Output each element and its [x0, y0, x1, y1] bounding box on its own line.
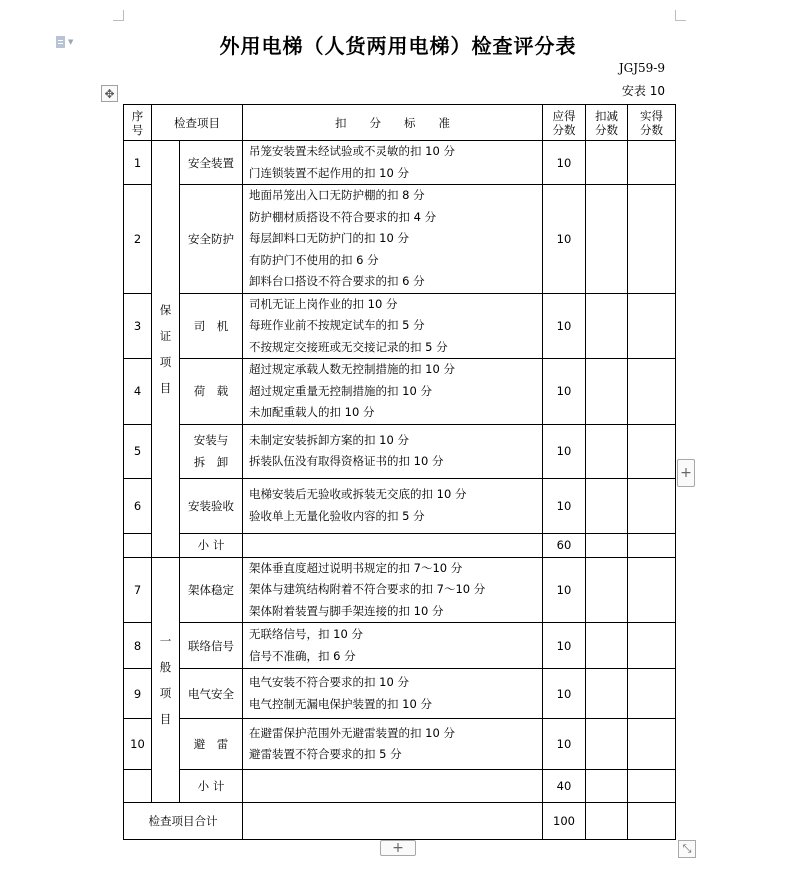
row-number-empty [124, 533, 152, 557]
standard-line: 拆装队伍没有取得资格证书的扣 10 分 [249, 454, 444, 468]
row-due-score: 10 [543, 359, 586, 425]
row-deduct-cell[interactable] [586, 623, 628, 669]
subtotal-score: 60 [543, 533, 586, 557]
table-row [124, 623, 676, 669]
row-deduct-cell[interactable] [586, 719, 628, 770]
row-item-line: 拆 卸 [193, 455, 229, 469]
add-row-button[interactable]: + [380, 840, 416, 856]
row-number: 4 [124, 359, 152, 425]
row-item: 安全防护 [180, 185, 243, 294]
add-column-button[interactable]: + [677, 459, 695, 487]
row-standard [243, 293, 543, 359]
page-corner-mark-top-left [113, 10, 124, 21]
row-due-score: 10 [543, 141, 586, 185]
standard-line: 在避雷保护范围外无避雷装置的扣 10 分 [249, 725, 455, 740]
row-number: 8 [124, 623, 152, 669]
standard-line: 避雷装置不符合要求的扣 5 分 [249, 747, 402, 761]
subtotal-actual-cell[interactable] [628, 533, 676, 557]
standard-line: 未制定安装拆卸方案的扣 10 分 [249, 432, 409, 447]
sheet-number: 安表 10 [621, 84, 665, 98]
total-score: 100 [543, 803, 586, 840]
row-standard [243, 185, 543, 294]
standard-line: 卸料台口搭设不符合要求的扣 6 分 [249, 274, 425, 288]
total-standard-empty [243, 803, 543, 840]
header-due-score: 应得分数 [543, 105, 586, 141]
standard-line: 架体附着装置与脚手架连接的扣 10 分 [249, 603, 444, 618]
row-due-score: 10 [543, 557, 586, 623]
row-actual-cell[interactable] [628, 293, 676, 359]
table-row [124, 478, 676, 533]
standard-line: 门连锁装置不起作用的扣 10 分 [249, 165, 409, 180]
row-actual-cell[interactable] [628, 185, 676, 294]
header-deduct-score: 扣减分数 [586, 105, 628, 141]
table-header-row [124, 105, 676, 141]
table-resize-handle-icon[interactable]: ⤡ [678, 840, 696, 858]
row-item: 荷 载 [180, 359, 243, 425]
row-item: 架体稳定 [180, 557, 243, 623]
row-standard [243, 141, 543, 185]
standard-line: 电梯安装后无验收或拆装无交底的扣 10 分 [249, 487, 467, 501]
row-item: 安全装置 [180, 141, 243, 185]
row-number: 10 [124, 719, 152, 770]
subtotal-deduct-cell[interactable] [586, 770, 628, 803]
subtotal-label: 小 计 [180, 770, 243, 803]
page-corner-mark-top-right [675, 10, 686, 21]
subtotal-row [124, 533, 676, 557]
row-actual-cell[interactable] [628, 557, 676, 623]
row-standard [243, 359, 543, 425]
row-due-score: 10 [543, 623, 586, 669]
row-number: 7 [124, 557, 152, 623]
row-standard [243, 478, 543, 533]
total-label: 检查项目合计 [124, 803, 243, 840]
group-label-guarantee: 保证项目 [152, 141, 180, 558]
standard-line: 地面吊笼出入口无防护棚的扣 8 分 [249, 188, 425, 202]
standard-line: 架体与建筑结构附着不符合要求的扣 7～10 分 [249, 582, 486, 596]
table-row [124, 359, 676, 425]
subtotal-standard-empty [243, 770, 543, 803]
table-row [124, 669, 676, 719]
table-row [124, 141, 676, 185]
row-item: 联络信号 [180, 623, 243, 669]
row-item: 电气安全 [180, 669, 243, 719]
inspection-score-table [123, 104, 676, 840]
row-standard [243, 424, 543, 478]
table-row [124, 557, 676, 623]
row-standard [243, 719, 543, 770]
total-row [124, 803, 676, 840]
subtotal-score: 40 [543, 770, 586, 803]
row-deduct-cell[interactable] [586, 293, 628, 359]
table-row [124, 424, 676, 478]
row-item-line: 安装与 [193, 433, 229, 447]
total-actual-cell[interactable] [628, 803, 676, 840]
row-standard [243, 557, 543, 623]
row-item: 避 雷 [180, 719, 243, 770]
row-actual-cell[interactable] [628, 623, 676, 669]
row-item: 司 机 [180, 293, 243, 359]
subtotal-standard-empty [243, 533, 543, 557]
row-item: 安装验收 [180, 478, 243, 533]
row-due-score: 10 [543, 478, 586, 533]
standard-line: 验收单上无量化验收内容的扣 5 分 [249, 508, 425, 523]
group-label-general: 一般项目 [152, 557, 180, 803]
header-seq: 序号 [124, 105, 152, 141]
row-standard [243, 623, 543, 669]
row-actual-cell[interactable] [628, 141, 676, 185]
table-move-handle-icon[interactable]: ✥ [101, 85, 118, 102]
row-number: 2 [124, 185, 152, 294]
standard-line: 每班作业前不按规定试车的扣 5 分 [249, 318, 425, 332]
standard-line: 信号不准确，扣 6 分 [249, 648, 356, 663]
row-actual-cell[interactable] [628, 424, 676, 478]
standard-line: 无联络信号，扣 10 分 [249, 627, 363, 641]
subtotal-actual-cell[interactable] [628, 770, 676, 803]
table-row [124, 719, 676, 770]
row-number: 9 [124, 669, 152, 719]
row-number: 3 [124, 293, 152, 359]
standard-line: 架体垂直度超过说明书规定的扣 7～10 分 [249, 560, 463, 575]
row-number: 1 [124, 141, 152, 185]
standard-line: 每层卸料口无防护门的扣 10 分 [249, 231, 409, 245]
standard-line: 未加配重载人的扣 10 分 [249, 405, 375, 419]
row-deduct-cell[interactable] [586, 185, 628, 294]
table-row [124, 293, 676, 359]
standard-line: 司机无证上岗作业的扣 10 分 [249, 296, 398, 311]
header-actual-score: 实得分数 [628, 105, 676, 141]
row-actual-cell[interactable] [628, 359, 676, 425]
standard-line: 电气安装不符合要求的扣 10 分 [249, 675, 409, 689]
chevron-down-icon: ▼ [68, 38, 74, 46]
standard-line: 超过规定重量无控制措施的扣 10 分 [249, 383, 432, 398]
page-title: 外用电梯（人货两用电梯）检查评分表 [219, 34, 577, 58]
row-deduct-cell[interactable] [586, 359, 628, 425]
standard-line: 有防护门不使用的扣 6 分 [249, 252, 379, 267]
table-row [124, 185, 676, 294]
standard-code: JGJ59-9 [618, 61, 665, 75]
subtotal-row [124, 770, 676, 803]
row-actual-cell[interactable] [628, 669, 676, 719]
total-deduct-cell[interactable] [586, 803, 628, 840]
row-deduct-cell[interactable] [586, 478, 628, 533]
row-due-score: 10 [543, 669, 586, 719]
row-number-empty [124, 770, 152, 803]
standard-line: 超过规定承载人数无控制措施的扣 10 分 [249, 362, 455, 376]
row-deduct-cell[interactable] [586, 669, 628, 719]
row-number: 6 [124, 478, 152, 533]
subtotal-label: 小 计 [180, 533, 243, 557]
row-actual-cell[interactable] [628, 719, 676, 770]
header-item: 检查项目 [152, 105, 243, 141]
row-due-score: 10 [543, 185, 586, 294]
row-item [180, 424, 243, 478]
row-actual-cell[interactable] [628, 478, 676, 533]
header-standard: 扣 分 标 准 [243, 105, 543, 141]
standard-line: 电气控制无漏电保护装置的扣 10 分 [249, 696, 432, 711]
row-due-score: 10 [543, 719, 586, 770]
subtotal-deduct-cell[interactable] [586, 533, 628, 557]
row-standard [243, 669, 543, 719]
standard-line: 防护棚材质搭设不符合要求的扣 4 分 [249, 209, 437, 224]
standard-line: 吊笼安装置未经试验或不灵敏的扣 10 分 [249, 144, 455, 158]
row-number: 5 [124, 424, 152, 478]
standard-line: 不按规定交接班或无交接记录的扣 5 分 [249, 339, 448, 354]
row-deduct-cell[interactable] [586, 424, 628, 478]
row-deduct-cell[interactable] [586, 557, 628, 623]
row-deduct-cell[interactable] [586, 141, 628, 185]
row-due-score: 10 [543, 424, 586, 478]
row-due-score: 10 [543, 293, 586, 359]
